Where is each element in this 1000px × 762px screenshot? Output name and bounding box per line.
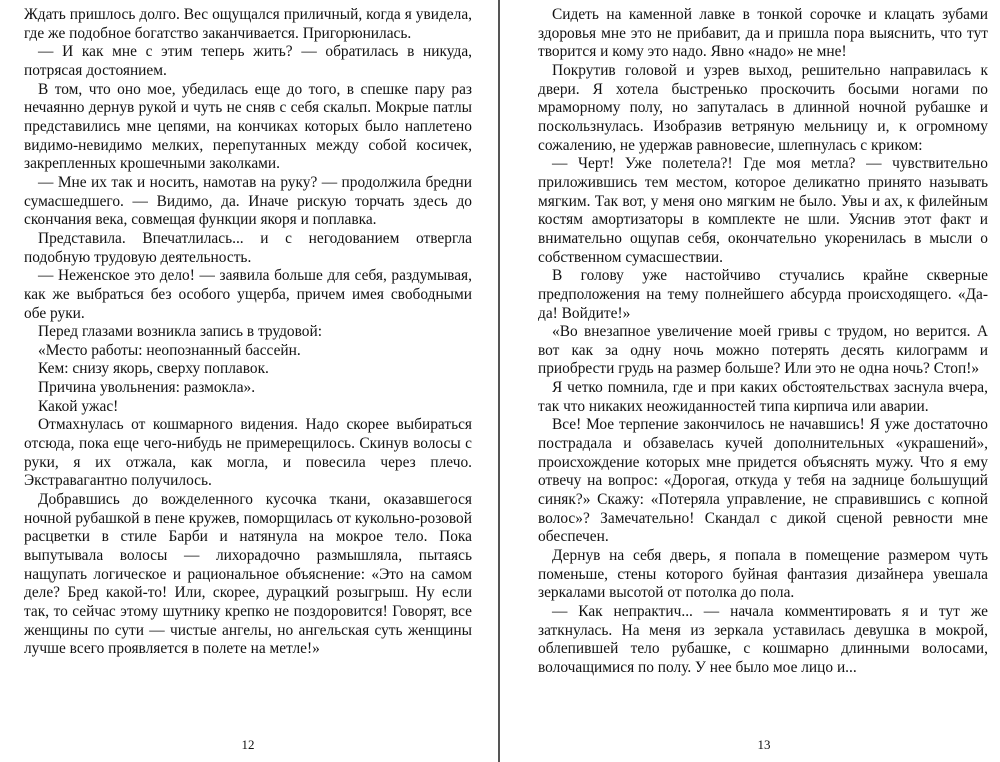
- paragraph: Ждать пришлось долго. Вес ощущался приличный, когда я увидела, где же подобное богатство заканчивается. Пригорюнилась.: [24, 6, 472, 42]
- paragraph: — И как мне с этим теперь жить? — обратилась в никуда, потрясая достоянием.: [24, 43, 472, 79]
- page-number: 13: [757, 737, 771, 752]
- paragraph: — Неженское это дело! — заявила больше для себя, раздумывая, как же выбраться без особого ущерба, причем имея свободными обе руки.: [24, 267, 472, 322]
- paragraph: В том, что оно мое, убедилась еще до того, в спешке пару раз нечаянно дернув рукой и чуть не сняв с себя скальп. Мокрые патлы представились мне цепями, на кончиках которых было наплетено видимо-невидимо мелких, перепутанных между собой косичек, закрепленных крошечными заколками.: [24, 80, 472, 173]
- paragraph: Отмахнулась от кошмарного видения. Надо скорее выбираться отсюда, пока еще чего-нибудь не примерещилось. Скинув волосы с руки, я их отжала, как могла, и повесила через плечо. Экстравагантно получилось.: [24, 416, 472, 490]
- paragraph: Какой ужас!: [38, 397, 119, 415]
- paragraph: Сидеть на каменной лавке в тонкой сорочке и клацать зубами здоровья мне это не прибавит, да и пришла пора выяснить, что тут творится и кому это надо. Явно «надо» не мне!: [538, 6, 988, 61]
- paragraph: «Место работы: неопознанный бассейн.: [38, 341, 301, 359]
- page-number: 12: [241, 737, 255, 752]
- paragraph: Дернув на себя дверь, я попала в помещение размером чуть поменьше, стены которого буйная фантазия дизайнера увешала зеркалами высотой от потолка до пола.: [538, 547, 988, 602]
- paragraph: В голову уже настойчиво стучались крайне скверные предположения на тему полнейшего абсурда происходящего. «Да-да! Войдите!»: [538, 267, 988, 322]
- paragraph: Перед глазами возникла запись в трудовой:: [38, 323, 322, 341]
- paragraph: Все! Мое терпение закончилось не начавшись! Я уже достаточно пострадала и обзавелась кучей дополнительных «украшений», происхождение которых мне придется объяснять мужу. Что я ему отвечу на вопрос: «Дорогая, откуда у тебя на заднице большущий синяк?» Скажу: «Потеряла управление, не справившись с копной волос»? Замечательно! Скандал с дикой сценой ревности мне обеспечен.: [538, 416, 988, 546]
- paragraph: — Мне их так и носить, намотав на руку? — продолжила бредни сумасшедшего. — Видимо, да. Иначе рискую торчать здесь до скончания века, совмещая функции якоря и поплавка.: [24, 173, 472, 229]
- paragraph: Кем: снизу якорь, сверху поплавок.: [38, 360, 269, 378]
- paragraph: Я четко помнила, где и при каких обстоятельствах заснула вчера, так что никаких неожиданностей типа кирпича или аварии.: [538, 379, 988, 415]
- paragraph: Покрутив головой и узрев выход, решительно направилась к двери. Я хотела быстренько проскочить босыми ногами по мраморному полу, но запуталась в длинной ночной рубашке и поскользнулась. Изобразив ветряную мельницу и, к огромному сожалению, не удержав равновесие, шлепнулась с криком:: [538, 61, 988, 154]
- right-page-text: [538, 6, 988, 678]
- right-page: [500, 0, 1000, 762]
- paragraph: — Как непрактич... — начала комментировать я и тут же заткнулась. На меня из зеркала уставилась девушка в мокрой, облепившей тело рубашке, с кошмарно длинными волосами, волочащимися по полу. У нее было мое лицо и...: [538, 603, 988, 676]
- paragraph: Представила. Впечатлилась... и с негодованием отвергла подобную трудовую деятельность.: [24, 229, 472, 266]
- paragraph: — Черт! Уже полетела?! Где моя метла? — чувствительно приложившись тем местом, которое деликатно принято называть мягким. Так вот, у меня оно мягким не было. Увы и ах, к филейным костям амортизаторы в комплекте не шли. Уяснив этот факт и внимательно ощупав себя, окончательно укоренилась в мысли о собственном сумасшествии.: [538, 155, 988, 266]
- paragraph: Добравшись до вожделенного кусочка ткани, оказавшегося ночной рубашкой в пене кружев, поморщилась от кукольно-розовой расцветки в стиле Барби и натянула на мокрое тело. Пока выпутывала волосы — лихорадочно размышляла, пытаясь нащупать логическое и рациональное объяснение: «Это на самом деле? Бред какой-то! Или, скорее, дурацкий розыгрыш. Ну если так, то сейчас этому шутнику крепко не поздоровится! Говорят, все женщины по сути — чистые ангелы, но ангельская суть женщины лучше всего проявляется в полете на метле!»: [24, 491, 472, 658]
- left-page-text: [24, 6, 472, 659]
- paragraph: «Во внезапное увеличение моей гривы с трудом, но верится. А вот как за одну ночь можно потерять десять килограмм и приобрести грудь на размер больше? Или это не одна ночь? Стоп!»: [538, 323, 988, 378]
- paragraph: Причина увольнения: размокла».: [38, 379, 256, 397]
